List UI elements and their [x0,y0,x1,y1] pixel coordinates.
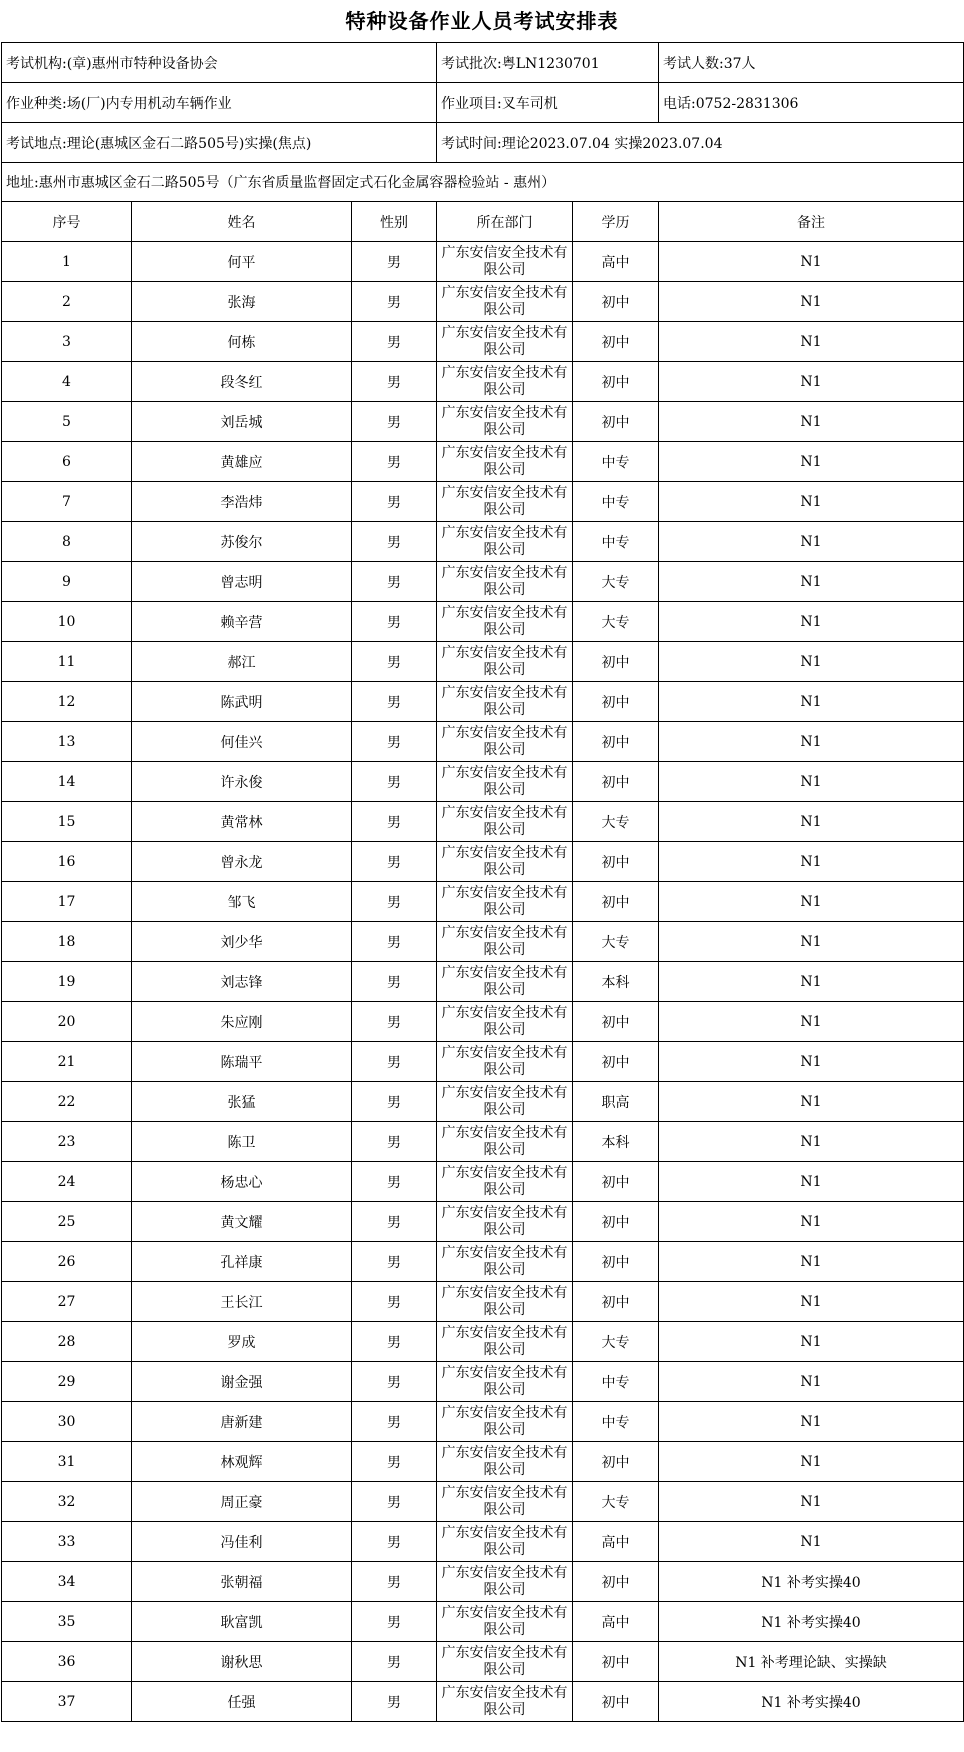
cell-education: 初中 [573,1682,659,1722]
cell-gender: 男 [352,1442,437,1482]
table-row [2,882,964,922]
cell-dept: 广东安信安全技术有限公司 [437,1162,573,1202]
cell-education: 大专 [573,802,659,842]
cell-no: 16 [2,842,132,882]
cell-remark: N1 补考理论缺、实操缺 [659,1642,964,1682]
cell-name: 杨忠心 [132,1162,352,1202]
cell-dept: 广东安信安全技术有限公司 [437,762,573,802]
cell-remark: N1 [659,242,964,282]
cell-no: 5 [2,402,132,442]
cell-name: 赖辛营 [132,602,352,642]
cell-name: 罗成 [132,1322,352,1362]
cell-remark: N1 [659,602,964,642]
cell-dept: 广东安信安全技术有限公司 [437,1682,573,1722]
cell-education: 初中 [573,402,659,442]
cell-education: 初中 [573,882,659,922]
cell-dept: 广东安信安全技术有限公司 [437,1082,573,1122]
table-row [2,842,964,882]
exam-org: 考试机构:(章)惠州市特种设备协会 [2,43,437,83]
header-row [2,202,964,242]
cell-gender: 男 [352,282,437,322]
cell-dept: 广东安信安全技术有限公司 [437,562,573,602]
cell-name: 任强 [132,1682,352,1722]
cell-dept: 广东安信安全技术有限公司 [437,1242,573,1282]
cell-dept: 广东安信安全技术有限公司 [437,602,573,642]
table-row [2,282,964,322]
cell-gender: 男 [352,602,437,642]
cell-dept: 广东安信安全技术有限公司 [437,1642,573,1682]
table-row [2,1602,964,1642]
cell-gender: 男 [352,442,437,482]
info-row-3 [2,123,964,163]
cell-dept: 广东安信安全技术有限公司 [437,1602,573,1642]
cell-dept: 广东安信安全技术有限公司 [437,1322,573,1362]
cell-remark: N1 [659,282,964,322]
cell-education: 初中 [573,1162,659,1202]
cell-no: 6 [2,442,132,482]
exam-time: 考试时间:理论2023.07.04 实操2023.07.04 [437,123,964,163]
cell-name: 何栋 [132,322,352,362]
cell-no: 3 [2,322,132,362]
cell-remark: N1 [659,682,964,722]
cell-no: 8 [2,522,132,562]
table-row [2,1282,964,1322]
header-education: 学历 [573,202,659,242]
cell-name: 何平 [132,242,352,282]
cell-no: 25 [2,1202,132,1242]
cell-name: 周正豪 [132,1482,352,1522]
cell-remark: N1 [659,1242,964,1282]
table-row [2,1442,964,1482]
table-row [2,1362,964,1402]
cell-education: 职高 [573,1082,659,1122]
cell-education: 初中 [573,842,659,882]
cell-dept: 广东安信安全技术有限公司 [437,1282,573,1322]
cell-name: 段冬红 [132,362,352,402]
cell-gender: 男 [352,1202,437,1242]
header-no: 序号 [2,202,132,242]
exam-count: 考试人数:37人 [659,43,964,83]
cell-dept: 广东安信安全技术有限公司 [437,1362,573,1402]
cell-name: 林观辉 [132,1442,352,1482]
cell-gender: 男 [352,1562,437,1602]
cell-remark: N1 [659,1042,964,1082]
cell-name: 黄常林 [132,802,352,842]
table-row [2,1642,964,1682]
cell-education: 初中 [573,1042,659,1082]
cell-remark: N1 [659,1162,964,1202]
info-row-2 [2,83,964,123]
table-row [2,922,964,962]
cell-gender: 男 [352,922,437,962]
cell-dept: 广东安信安全技术有限公司 [437,1442,573,1482]
cell-education: 大专 [573,602,659,642]
cell-remark: N1 补考实操40 [659,1562,964,1602]
table-row [2,1482,964,1522]
header-name: 姓名 [132,202,352,242]
cell-education: 高中 [573,1522,659,1562]
cell-name: 陈武明 [132,682,352,722]
cell-gender: 男 [352,1482,437,1522]
cell-gender: 男 [352,1362,437,1402]
cell-name: 张海 [132,282,352,322]
cell-remark: N1 [659,802,964,842]
cell-education: 初中 [573,1002,659,1042]
cell-remark: N1 [659,1482,964,1522]
cell-gender: 男 [352,962,437,1002]
cell-education: 高中 [573,242,659,282]
table-row [2,442,964,482]
cell-no: 34 [2,1562,132,1602]
cell-name: 陈瑞平 [132,1042,352,1082]
table-row [2,642,964,682]
cell-education: 中专 [573,1362,659,1402]
cell-no: 24 [2,1162,132,1202]
table-row [2,1002,964,1042]
cell-gender: 男 [352,1002,437,1042]
phone: 电话:0752-2831306 [659,83,964,123]
cell-education: 初中 [573,362,659,402]
cell-gender: 男 [352,562,437,602]
cell-name: 李浩炜 [132,482,352,522]
cell-no: 13 [2,722,132,762]
page-title: 特种设备作业人员考试安排表 [345,9,619,33]
header-gender: 性别 [352,202,437,242]
cell-remark: N1 [659,722,964,762]
info-row-1 [2,43,964,83]
cell-gender: 男 [352,1602,437,1642]
cell-education: 中专 [573,1402,659,1442]
cell-education: 本科 [573,962,659,1002]
cell-education: 初中 [573,1442,659,1482]
cell-gender: 男 [352,1042,437,1082]
cell-remark: N1 [659,962,964,1002]
table-row [2,522,964,562]
cell-remark: N1 [659,1522,964,1562]
table-row [2,402,964,442]
cell-name: 何佳兴 [132,722,352,762]
cell-gender: 男 [352,1282,437,1322]
cell-remark: N1 [659,1442,964,1482]
cell-gender: 男 [352,642,437,682]
cell-name: 曾志明 [132,562,352,602]
cell-name: 刘岳城 [132,402,352,442]
cell-remark: N1 [659,922,964,962]
cell-no: 7 [2,482,132,522]
cell-education: 初中 [573,642,659,682]
cell-education: 大专 [573,1482,659,1522]
table-row [2,762,964,802]
cell-gender: 男 [352,482,437,522]
cell-name: 朱应刚 [132,1002,352,1042]
cell-remark: N1 [659,762,964,802]
cell-no: 10 [2,602,132,642]
cell-gender: 男 [352,1322,437,1362]
table-row [2,802,964,842]
cell-name: 刘少华 [132,922,352,962]
cell-gender: 男 [352,1682,437,1722]
table-row [2,1562,964,1602]
cell-education: 初中 [573,1642,659,1682]
table-row [2,322,964,362]
table-row [2,562,964,602]
cell-remark: N1 [659,442,964,482]
cell-education: 中专 [573,522,659,562]
table-row [2,1682,964,1722]
cell-name: 郝江 [132,642,352,682]
cell-gender: 男 [352,1162,437,1202]
cell-remark: N1 [659,642,964,682]
address-row [2,163,964,202]
cell-gender: 男 [352,722,437,762]
cell-education: 大专 [573,922,659,962]
cell-remark: N1 [659,1402,964,1442]
cell-no: 19 [2,962,132,1002]
cell-no: 12 [2,682,132,722]
cell-no: 11 [2,642,132,682]
cell-dept: 广东安信安全技术有限公司 [437,922,573,962]
cell-no: 33 [2,1522,132,1562]
cell-education: 初中 [573,762,659,802]
cell-dept: 广东安信安全技术有限公司 [437,1002,573,1042]
cell-education: 中专 [573,482,659,522]
cell-dept: 广东安信安全技术有限公司 [437,402,573,442]
cell-remark: N1 补考实操40 [659,1602,964,1642]
cell-dept: 广东安信安全技术有限公司 [437,1562,573,1602]
cell-no: 35 [2,1602,132,1642]
cell-name: 黄雄应 [132,442,352,482]
cell-dept: 广东安信安全技术有限公司 [437,1482,573,1522]
cell-dept: 广东安信安全技术有限公司 [437,682,573,722]
cell-dept: 广东安信安全技术有限公司 [437,282,573,322]
table-body [2,242,964,1722]
cell-no: 37 [2,1682,132,1722]
cell-name: 谢秋思 [132,1642,352,1682]
table-row [2,1162,964,1202]
cell-dept: 广东安信安全技术有限公司 [437,842,573,882]
cell-dept: 广东安信安全技术有限公司 [437,242,573,282]
cell-no: 21 [2,1042,132,1082]
cell-education: 初中 [573,1562,659,1602]
cell-gender: 男 [352,882,437,922]
address: 地址:惠州市惠城区金石二路505号（广东省质量监督固定式石化金属容器检验站 - 惠州） [2,163,964,202]
cell-no: 9 [2,562,132,602]
table-row [2,362,964,402]
table-row [2,1242,964,1282]
cell-name: 冯佳利 [132,1522,352,1562]
cell-remark: N1 [659,1002,964,1042]
table-row [2,482,964,522]
cell-remark: N1 [659,322,964,362]
cell-gender: 男 [352,1402,437,1442]
cell-remark: N1 [659,362,964,402]
cell-education: 初中 [573,1202,659,1242]
cell-remark: N1 [659,1322,964,1362]
cell-gender: 男 [352,802,437,842]
cell-no: 14 [2,762,132,802]
cell-name: 耿富凯 [132,1602,352,1642]
cell-dept: 广东安信安全技术有限公司 [437,802,573,842]
cell-education: 初中 [573,1242,659,1282]
cell-no: 32 [2,1482,132,1522]
cell-no: 27 [2,1282,132,1322]
cell-dept: 广东安信安全技术有限公司 [437,1122,573,1162]
cell-education: 初中 [573,1282,659,1322]
cell-remark: N1 补考实操40 [659,1682,964,1722]
cell-education: 初中 [573,322,659,362]
table-row [2,602,964,642]
cell-gender: 男 [352,1242,437,1282]
cell-no: 4 [2,362,132,402]
table-row [2,1122,964,1162]
cell-no: 18 [2,922,132,962]
cell-dept: 广东安信安全技术有限公司 [437,882,573,922]
cell-gender: 男 [352,402,437,442]
cell-remark: N1 [659,842,964,882]
cell-no: 31 [2,1442,132,1482]
cell-dept: 广东安信安全技术有限公司 [437,1042,573,1082]
cell-gender: 男 [352,522,437,562]
cell-no: 29 [2,1362,132,1402]
cell-no: 1 [2,242,132,282]
cell-gender: 男 [352,1082,437,1122]
exam-place: 考试地点:理论(惠城区金石二路505号)实操(焦点) [2,123,437,163]
cell-name: 许永俊 [132,762,352,802]
cell-education: 初中 [573,722,659,762]
cell-remark: N1 [659,562,964,602]
cell-no: 30 [2,1402,132,1442]
cell-name: 曾永龙 [132,842,352,882]
cell-remark: N1 [659,1082,964,1122]
cell-gender: 男 [352,322,437,362]
cell-remark: N1 [659,1202,964,1242]
cell-name: 苏俊尔 [132,522,352,562]
cell-no: 2 [2,282,132,322]
cell-education: 初中 [573,682,659,722]
cell-remark: N1 [659,482,964,522]
cell-dept: 广东安信安全技术有限公司 [437,482,573,522]
cell-remark: N1 [659,882,964,922]
table-row [2,1402,964,1442]
exam-batch: 考试批次:粤LN1230701 [437,43,659,83]
cell-dept: 广东安信安全技术有限公司 [437,1522,573,1562]
cell-remark: N1 [659,522,964,562]
cell-gender: 男 [352,1522,437,1562]
cell-education: 大专 [573,1322,659,1362]
table-row [2,1202,964,1242]
cell-no: 15 [2,802,132,842]
cell-dept: 广东安信安全技术有限公司 [437,322,573,362]
cell-name: 张猛 [132,1082,352,1122]
table-row [2,242,964,282]
cell-gender: 男 [352,682,437,722]
cell-name: 邹飞 [132,882,352,922]
cell-name: 孔祥康 [132,1242,352,1282]
cell-dept: 广东安信安全技术有限公司 [437,722,573,762]
table-row [2,1522,964,1562]
work-type: 作业种类:场(厂)内专用机动车辆作业 [2,83,437,123]
cell-gender: 男 [352,362,437,402]
cell-no: 36 [2,1642,132,1682]
cell-dept: 广东安信安全技术有限公司 [437,362,573,402]
cell-gender: 男 [352,842,437,882]
table-row [2,1082,964,1122]
cell-remark: N1 [659,1362,964,1402]
cell-education: 中专 [573,442,659,482]
cell-name: 陈卫 [132,1122,352,1162]
table-row [2,1322,964,1362]
table-row [2,1042,964,1082]
cell-remark: N1 [659,1122,964,1162]
work-item: 作业项目:叉车司机 [437,83,659,123]
cell-remark: N1 [659,1282,964,1322]
cell-gender: 男 [352,242,437,282]
cell-education: 高中 [573,1602,659,1642]
cell-education: 初中 [573,282,659,322]
cell-name: 张朝福 [132,1562,352,1602]
cell-name: 黄文耀 [132,1202,352,1242]
cell-remark: N1 [659,402,964,442]
cell-no: 20 [2,1002,132,1042]
cell-dept: 广东安信安全技术有限公司 [437,642,573,682]
cell-no: 17 [2,882,132,922]
header-dept: 所在部门 [437,202,573,242]
cell-dept: 广东安信安全技术有限公司 [437,1402,573,1442]
exam-schedule-table [1,42,964,1722]
cell-gender: 男 [352,1122,437,1162]
table-row [2,722,964,762]
cell-education: 本科 [573,1122,659,1162]
cell-gender: 男 [352,1642,437,1682]
cell-name: 刘志锋 [132,962,352,1002]
cell-name: 唐新建 [132,1402,352,1442]
cell-no: 28 [2,1322,132,1362]
cell-no: 26 [2,1242,132,1282]
cell-name: 王长江 [132,1282,352,1322]
cell-dept: 广东安信安全技术有限公司 [437,442,573,482]
table-row [2,962,964,1002]
cell-gender: 男 [352,762,437,802]
cell-dept: 广东安信安全技术有限公司 [437,1202,573,1242]
table-row [2,682,964,722]
cell-dept: 广东安信安全技术有限公司 [437,522,573,562]
cell-dept: 广东安信安全技术有限公司 [437,962,573,1002]
cell-education: 大专 [573,562,659,602]
header-remark: 备注 [659,202,964,242]
cell-no: 22 [2,1082,132,1122]
cell-name: 谢金强 [132,1362,352,1402]
cell-no: 23 [2,1122,132,1162]
